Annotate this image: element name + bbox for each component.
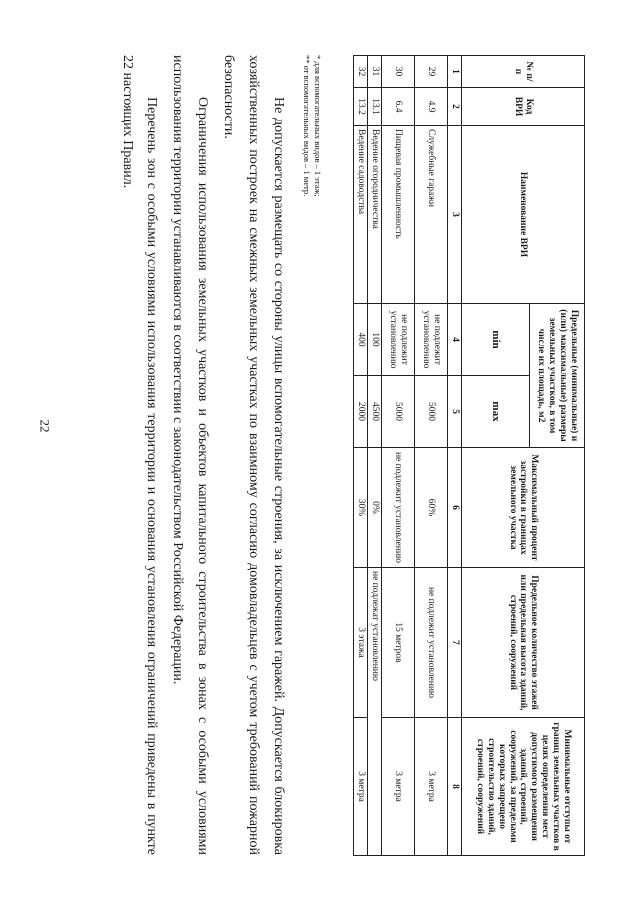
header-coverage: Максимальный процент застройки в границах земельного участка bbox=[462, 448, 585, 568]
cell-max: 5000 bbox=[382, 376, 415, 448]
cell-max: 2000 bbox=[354, 376, 368, 448]
header-floors: Предельное количество этажей или предельная высота зданий, строений, сооружений bbox=[462, 568, 585, 718]
cell-setback: 3 метра bbox=[382, 718, 415, 856]
cell-code: 13.1 bbox=[368, 88, 382, 126]
cell-min: 400 bbox=[354, 304, 368, 376]
col-number: 7 bbox=[448, 568, 462, 718]
cell-max: 5000 bbox=[415, 376, 448, 448]
cell-code: 6.4 bbox=[382, 88, 415, 126]
table-row bbox=[368, 56, 382, 856]
cell-min: 100 bbox=[368, 304, 382, 376]
cell-code: 4.9 bbox=[415, 88, 448, 126]
cell-floors: 15 метров bbox=[382, 568, 415, 718]
cell-name: Пищевая промышленность bbox=[382, 126, 415, 304]
page-number: 22 bbox=[37, 419, 53, 433]
cell-floors: 3 этажа bbox=[354, 568, 368, 718]
cell-setback: 3 метра bbox=[354, 718, 368, 856]
table-note: * для вспомогательных видов – 1 этаж; bbox=[313, 55, 323, 197]
table-row bbox=[354, 56, 368, 856]
cell-coverage: 30% bbox=[354, 448, 368, 568]
cell-num: 32 bbox=[354, 56, 368, 88]
table-note: ** от вспомогательных видов – 1 метр. bbox=[301, 55, 312, 197]
col-number: 4 bbox=[448, 304, 462, 376]
header-row bbox=[530, 56, 585, 856]
rotated-content bbox=[55, 55, 585, 855]
cell-min: не подлежит установлению bbox=[415, 304, 448, 376]
header-max: max bbox=[462, 376, 530, 448]
col-number: 5 bbox=[448, 376, 462, 448]
cell-name: Служебные гаражи bbox=[415, 126, 448, 304]
header-area-group: Предельные (минимальные) и (или) максимальные) размеры земельных участков, в том числе их площадь, м2 bbox=[530, 304, 585, 448]
header-num: № п/п bbox=[462, 56, 585, 88]
col-number: 3 bbox=[448, 126, 462, 304]
table-notes bbox=[301, 55, 323, 197]
column-number-row bbox=[448, 56, 462, 856]
cell-num: 30 bbox=[382, 56, 415, 88]
cell-code: 13.2 bbox=[354, 88, 368, 126]
cell-num: 31 bbox=[368, 56, 382, 88]
header-setback: Минимальные отступы от границ земельных участков в целях определения мест допустимого размещения зданий, строений, сооружений, за пределами которых запрещено строительство зданий, строений, сооружений bbox=[462, 718, 585, 856]
paragraph: Ограничения использования земельных участков и объектов капитального строительства в зонах с особыми условиями использования территории устанавливаются в соответствии с законодательством Российской Федерации. bbox=[170, 55, 211, 855]
cell-floors: не подлежит установлению bbox=[415, 568, 448, 718]
cell-merged: не подлежат установлению bbox=[368, 568, 382, 856]
regulations-table bbox=[353, 55, 585, 856]
paragraph: Не допускается размещать со стороны улицы вспомогательные строения, за исключением гаражей. Допускается блокировка хозяйственных построек на смежных земельных участках по взаимному согласию домовладельцев с учетом требований пожарной безопасности. bbox=[221, 55, 286, 855]
col-number: 8 bbox=[448, 718, 462, 856]
cell-name: Ведение огородничества bbox=[368, 126, 382, 304]
cell-setback: 3 метра bbox=[415, 718, 448, 856]
col-number: 6 bbox=[448, 448, 462, 568]
header-min: min bbox=[462, 304, 530, 376]
table-row bbox=[382, 56, 415, 856]
cell-min: не подлежит установлению bbox=[382, 304, 415, 376]
paragraph: Перечень зон с особыми условиями использования территории и основания установления ограничений приведены в пункте 22 настоящих Правил. bbox=[119, 55, 160, 855]
cell-max: 4500 bbox=[368, 376, 382, 448]
col-number: 2 bbox=[448, 88, 462, 126]
cell-num: 29 bbox=[415, 56, 448, 88]
cell-name: Ведение садоводства bbox=[354, 126, 368, 304]
body-text bbox=[113, 55, 290, 855]
header-code: Код ВРИ bbox=[462, 88, 585, 126]
col-number: 1 bbox=[448, 56, 462, 88]
cell-coverage: 0% bbox=[368, 448, 382, 568]
cell-coverage: не подлежит установлению bbox=[382, 448, 415, 568]
table-row bbox=[415, 56, 448, 856]
cell-coverage: 60% bbox=[415, 448, 448, 568]
header-name: Наименование ВРИ bbox=[462, 126, 585, 304]
